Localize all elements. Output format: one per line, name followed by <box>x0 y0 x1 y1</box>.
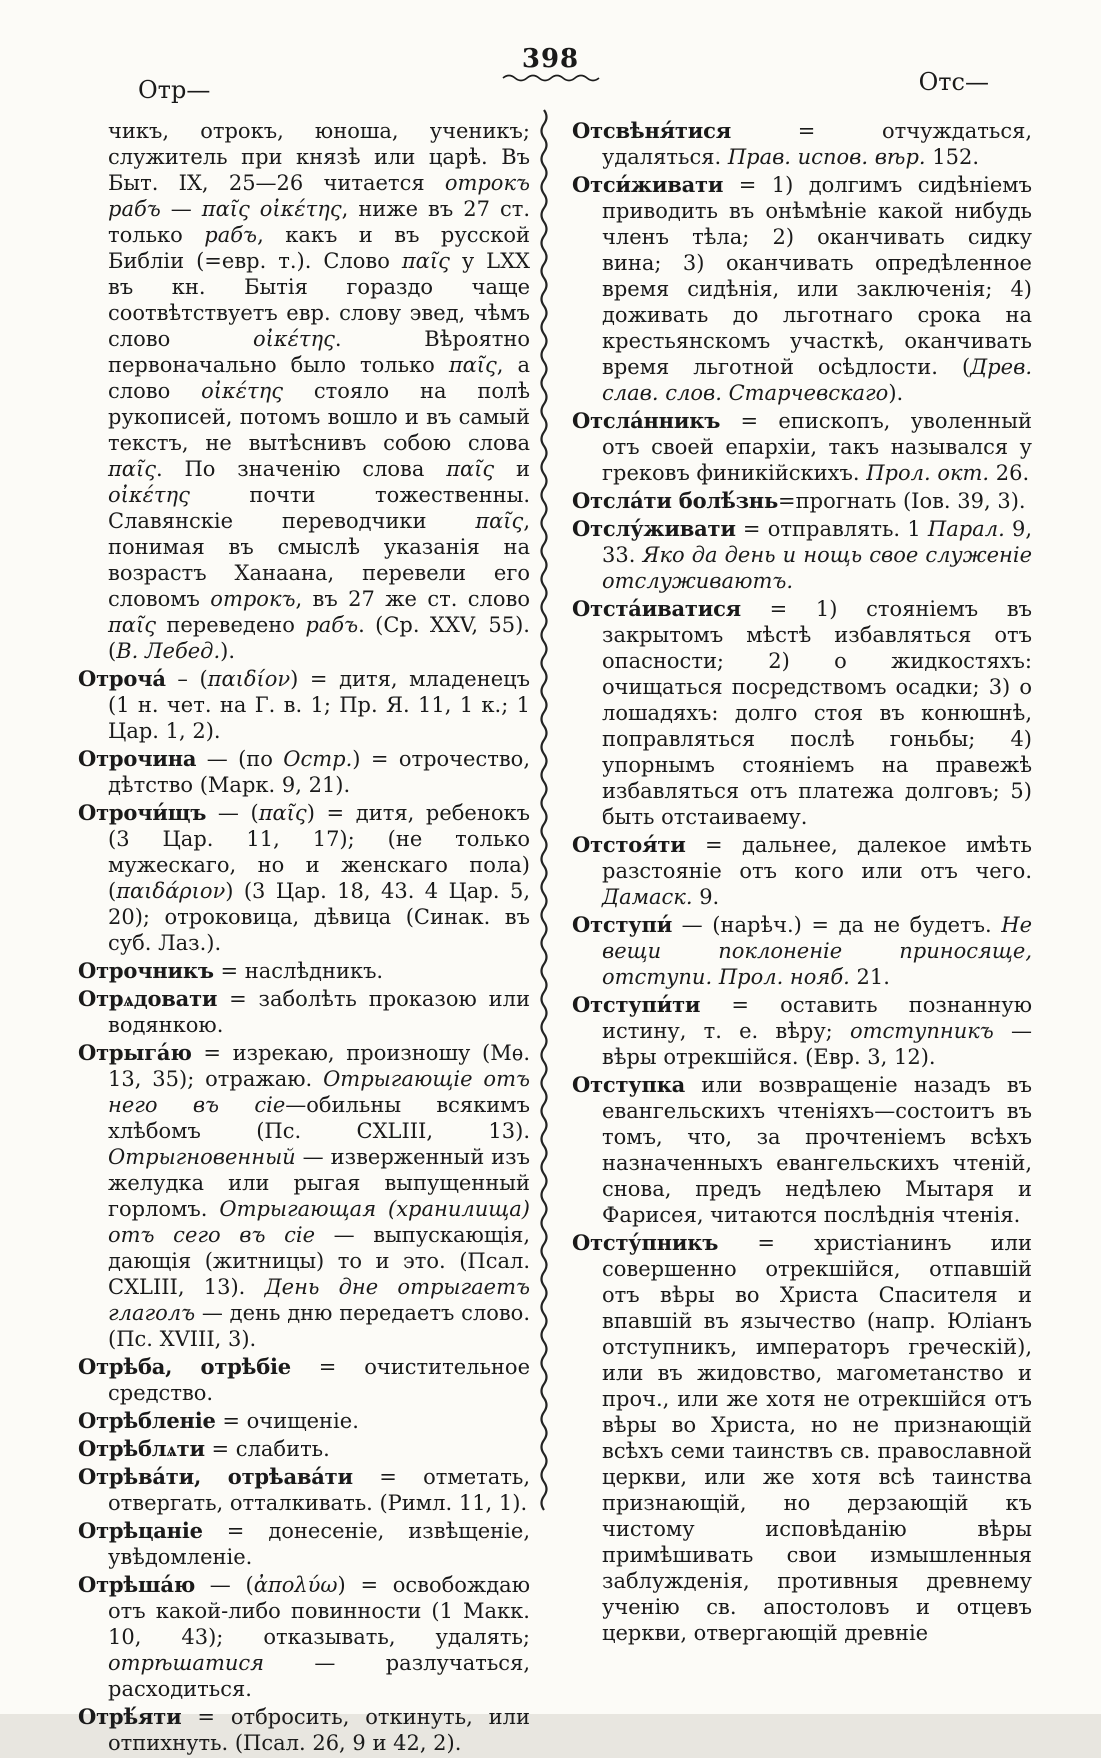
entry-text: = заболѣть проказою или водянкою. <box>108 987 530 1037</box>
entry-text: οἰκέτης <box>252 327 335 351</box>
dictionary-entry <box>78 118 530 664</box>
dictionary-entry <box>78 1464 530 1516</box>
dictionary-entry <box>78 800 530 956</box>
entry-text: παῖς <box>108 613 156 637</box>
entry-text: Отрыгающая (хранилища) отъ сего въ сіе <box>108 1197 530 1247</box>
dictionary-entry <box>78 1518 530 1570</box>
running-head <box>0 0 1101 120</box>
headword: Отступи́ <box>572 912 673 937</box>
entry-text: Яко да день и нощь свое служеніе отслуживаютъ. <box>602 543 1032 593</box>
entry-text: — разлучаться, расходиться. <box>108 1651 530 1701</box>
entry-text: Древ. слав. слов. Старчевскаго <box>602 355 1032 405</box>
headword: Отстоя́ти <box>572 832 686 857</box>
entry-text: — ( <box>195 1573 254 1597</box>
headword: Отрочникъ <box>78 958 214 983</box>
entry-text: 9, 33. <box>602 517 1033 567</box>
headword: Отста́иватися <box>572 596 741 621</box>
dictionary-entry <box>572 118 1032 170</box>
entry-text: ). <box>888 381 904 405</box>
entry-text: Отрыгновенный <box>108 1145 296 1169</box>
entry-text: Прол. окт. <box>866 461 990 485</box>
headword: Отсла́нникъ <box>572 408 721 433</box>
dictionary-entry <box>78 666 530 744</box>
headword: Отрочи́щъ <box>78 800 207 825</box>
entry-text: παῖς <box>401 249 450 273</box>
entry-text: παιδίον <box>207 667 291 691</box>
dictionary-entry <box>572 912 1032 990</box>
headword: Отрѣба, отрѣбіе <box>78 1354 291 1379</box>
dictionary-entry <box>78 958 530 984</box>
entry-text: = наслѣдникъ. <box>213 959 384 983</box>
entry-text: Парал. <box>927 517 1005 541</box>
entry-text: — изверженный изъ желудка или рыгая выпущенный горломъ. <box>108 1145 530 1221</box>
entry-text: παῖς <box>108 457 156 481</box>
entry-text: = отметать, отвергать, отталкивать. (Римл. 11, 1). <box>108 1465 530 1515</box>
entry-text: = отбросить, откинуть, или отпихнуть. (Псал. 26, 9 и 42, 2). <box>108 1705 530 1755</box>
dictionary-entry <box>572 832 1032 910</box>
dictionary-entry <box>78 1704 530 1756</box>
headword: Отрыга́ю <box>78 1040 192 1065</box>
entry-text: чикъ, отрокъ, юноша, ученикъ; служитель при князѣ или царѣ. Въ Быт. IX, 25—26 читается <box>108 119 530 195</box>
entry-text: 21. <box>849 965 890 989</box>
dictionary-entry <box>572 992 1032 1070</box>
entry-text: или возвращеніе назадъ въ евангельскихъ чтеніяхъ—состоитъ въ томъ, что, за прочтеніемъ всѣхъ назначенныхъ евангельскихъ чтеній, снова, предъ недѣлею Мытаря и Фарисея, читаются послѣднія чтенія. <box>602 1073 1032 1227</box>
dictionary-entry <box>572 516 1032 594</box>
headword: Отси́живати <box>572 172 724 197</box>
entry-text: Остр. <box>283 747 353 771</box>
entry-text: ) = дитя, ребенокъ (3 Цар. 11, 17); (не только мужескаго, но и женскаго пола) ( <box>108 801 530 903</box>
headword: Отслу́живати <box>572 516 736 541</box>
dictionary-entry <box>78 1040 530 1352</box>
dictionary-entry <box>572 1072 1032 1228</box>
dictionary-entry <box>78 1436 530 1462</box>
entry-text: отрокъ <box>210 587 296 611</box>
entry-text: παῖς <box>446 457 495 481</box>
entry-text: παῖς <box>448 353 497 377</box>
headword: Отрѣша́ю <box>78 1572 196 1597</box>
entry-text: рабъ <box>305 613 359 637</box>
headword: Отсту́пникъ <box>572 1230 719 1255</box>
entry-text: Отрыгающіе отъ него въ сіе <box>108 1067 530 1117</box>
entry-text: ) (3 Цар. 18, 43. 4 Цар. 5, 20); отроковица, дѣвица (Синак. въ суб. Лаз.). <box>108 879 530 955</box>
entry-text: – ( <box>165 667 208 691</box>
running-head-left-guide: Отр— <box>138 76 211 104</box>
entry-text: , ниже въ 27 ст. только <box>108 197 531 247</box>
entry-text: 26. <box>989 461 1030 485</box>
entry-text: . По значенію слова <box>155 457 447 481</box>
page-number: 398 <box>521 44 580 74</box>
headword: Отступка <box>572 1072 686 1097</box>
entry-text: παῖς <box>475 509 524 533</box>
headword: Отрѧдовати <box>78 986 218 1011</box>
entry-text: — (нарѣч.) = да не будетъ. <box>672 913 1002 937</box>
dictionary-entry <box>572 172 1032 406</box>
entry-text: παῖς οἰκέτης <box>201 197 342 221</box>
entry-text: — выпускающія, дающія (житницы) то и это. (Псал. CXLIII, 13). <box>108 1223 530 1299</box>
entry-text: παῖς <box>258 801 307 825</box>
entry-text: отступникъ <box>849 1019 994 1043</box>
entry-text: , въ 27 же ст. слово <box>295 587 530 611</box>
dictionary-entry <box>78 746 530 798</box>
entry-text: отрѣшатися <box>108 1651 265 1675</box>
entry-text: = оставить познанную истину, т. е. вѣру; <box>602 993 1032 1043</box>
dictionary-entry <box>572 408 1032 486</box>
entry-text: — вѣры отрекшійся. (Евр. 3, 12). <box>602 1019 1032 1069</box>
dictionary-entry <box>572 488 1032 514</box>
entry-text: = донесеніе, извѣщеніе, увѣдомленіе. <box>108 1519 530 1569</box>
column-left <box>78 118 530 1758</box>
entry-text: ). <box>220 639 236 663</box>
entry-text: ) = освобождаю отъ какой-либо повинности (1 Макк. 10, 43); отказывать, удалять; <box>108 1573 530 1649</box>
entry-text: , какъ и въ русской Библіи (=евр. т.). Слово <box>108 223 530 273</box>
entry-text: = очищеніе. <box>215 1409 359 1433</box>
headword: Отсла́ти болѣ́знь <box>572 488 779 513</box>
dictionary-entry <box>78 986 530 1038</box>
entry-text: 9. <box>692 885 720 909</box>
entry-text: = христіанинъ или совершенно отрекшійся, отпавшій отъ вѣры во Христа Спасителя и впавшій въ язычество (напр. Юліанъ отступникъ, императоръ греческій), или въ жидовство, магометанство и проч., или же хотя не отрекшійся отъ вѣры во Христа, но не признающій всѣхъ семи таинствъ св. православной церкви, или же хотя всѣ таинства признающій, но дерзающій къ чистому исповѣданію вѣры примѣшивать свои измышленныя заблужденія, противныя древнему ученію св. апостоловъ и отцевъ церкви, отвергающій древніе <box>602 1231 1032 1645</box>
entry-text: — день дню передаетъ слово. (Пс. XVIII, 3). <box>108 1301 530 1351</box>
entry-text: = отправлять. 1 <box>735 517 928 541</box>
entry-text: — ( <box>206 801 259 825</box>
entry-text: Дамаск. <box>602 885 693 909</box>
entry-text: = 1) долгимъ сидѣніемъ приводить въ онѣмѣніе какой нибудь членъ тѣла; 2) оканчивать сидку вина; 3) оканчивать опредѣленное время сидѣнія, или заключенія; 4) доживать до льготнаго срока на крестьянскомъ участкѣ, оканчивать время льготной осѣдлости. ( <box>602 173 1032 379</box>
entry-text: . (Ср. XXV, 55). ( <box>108 613 530 663</box>
entry-text: =прогнать (Іов. 39, 3). <box>778 489 1026 513</box>
dictionary-entry <box>572 596 1032 830</box>
entry-text: = изрекаю, произношу (Мѳ. 13, 35); отражаю. <box>108 1041 530 1091</box>
headword: Отрѣ́яти <box>78 1704 182 1729</box>
headword: Отсвѣня́тися <box>572 118 732 143</box>
entry-text: = дальнее, далекое имѣть разстояніе отъ кого или отъ чего. <box>602 833 1032 883</box>
entry-text: = отчуждаться, удаляться. <box>602 119 1032 169</box>
column-right <box>572 118 1032 1648</box>
entry-text: , понимая въ смыслѣ указанія на возрастъ Ханаана, перевели его словомъ <box>108 509 530 611</box>
entry-text: почти тожественны. Славянскіе переводчики <box>108 483 530 533</box>
entry-text: переведено <box>155 613 306 637</box>
headword: Отрѣва́ти, отрѣава́ти <box>78 1464 353 1489</box>
entry-text: οἰκέτης <box>108 483 190 507</box>
entry-text: и <box>494 457 531 481</box>
entry-text: = очистительное средство. <box>108 1355 531 1405</box>
entry-text: ) = дитя, младенецъ (1 н. чет. на Г. в. 1; Пр. Я. 11, 1 к.; 1 Цар. 1, 2). <box>108 667 530 743</box>
entry-text: = 1) стояніемъ въ закрытомъ мѣстѣ избавляться отъ опасности; 2) о жидкостяхъ: очищаться посредствомъ осадки; 3) о лошадяхъ: долго стоя въ конюшнѣ, поправляться послѣ гоньбы; 4) упорнымъ стояніемъ на правежѣ избавляться отъ платежа долговъ; 5) быть отстаиваему. <box>602 597 1032 829</box>
entry-text: Не вещи поклоненіе приносяще, отступи. Прол. нояб. <box>602 913 1032 989</box>
running-head-right-guide: Отс— <box>918 68 989 96</box>
dictionary-entry <box>78 1572 530 1702</box>
dictionary-entry <box>78 1408 530 1434</box>
entry-text: рабъ <box>204 223 258 247</box>
wavy-rule-icon <box>501 73 601 82</box>
headword: Отрѣцаніе <box>78 1518 203 1543</box>
entry-text: — <box>160 197 202 221</box>
entry-text: παιδάριον <box>116 879 226 903</box>
headword: Отрѣбленіе <box>78 1408 216 1433</box>
entry-text: стояло на полѣ рукописей, потомъ вошло и въ самый текстъ, не вытѣснивъ собою слова <box>108 379 530 455</box>
dictionary-entry <box>572 1230 1032 1646</box>
entry-text: ἀπολύω <box>253 1573 338 1597</box>
dictionary-entry <box>78 1354 530 1406</box>
entry-text: отрокъ рабъ <box>108 171 530 221</box>
column-divider-icon <box>539 110 549 1508</box>
entry-text: В. Лебед. <box>116 639 221 663</box>
entry-text: = епископъ, уволенный отъ своей епархіи, такъ назывался у грековъ финикійскихъ. <box>602 409 1032 485</box>
entry-text: = слабить. <box>204 1437 330 1461</box>
entry-text: День дне отрыгаетъ глаголъ <box>108 1275 531 1325</box>
entry-text: —обильны всякимъ хлѣбомъ (Пс. CXLIII, 13). <box>108 1093 530 1143</box>
entry-text: Прав. испов. вѣр. <box>727 145 926 169</box>
headword: Отроча́ <box>78 666 166 691</box>
entry-text: — (по <box>196 747 284 771</box>
entry-text: ) = отрочество, дѣтство (Марк. 9, 21). <box>108 747 531 797</box>
entry-text: . Вѣроятно первоначально было только <box>108 327 530 377</box>
headword: Отрочина <box>78 746 197 771</box>
entry-text: οἰκέτης <box>201 379 283 403</box>
headword: Отрѣблѧти <box>78 1436 205 1461</box>
entry-text: у LXX въ кн. Бытія гораздо чаще соотвѣтствуетъ евр. слову эвед, чѣмъ слово <box>108 249 530 351</box>
headword: Отступи́ти <box>572 992 701 1017</box>
entry-text: 152. <box>925 145 979 169</box>
entry-text: , а слово <box>108 353 530 403</box>
